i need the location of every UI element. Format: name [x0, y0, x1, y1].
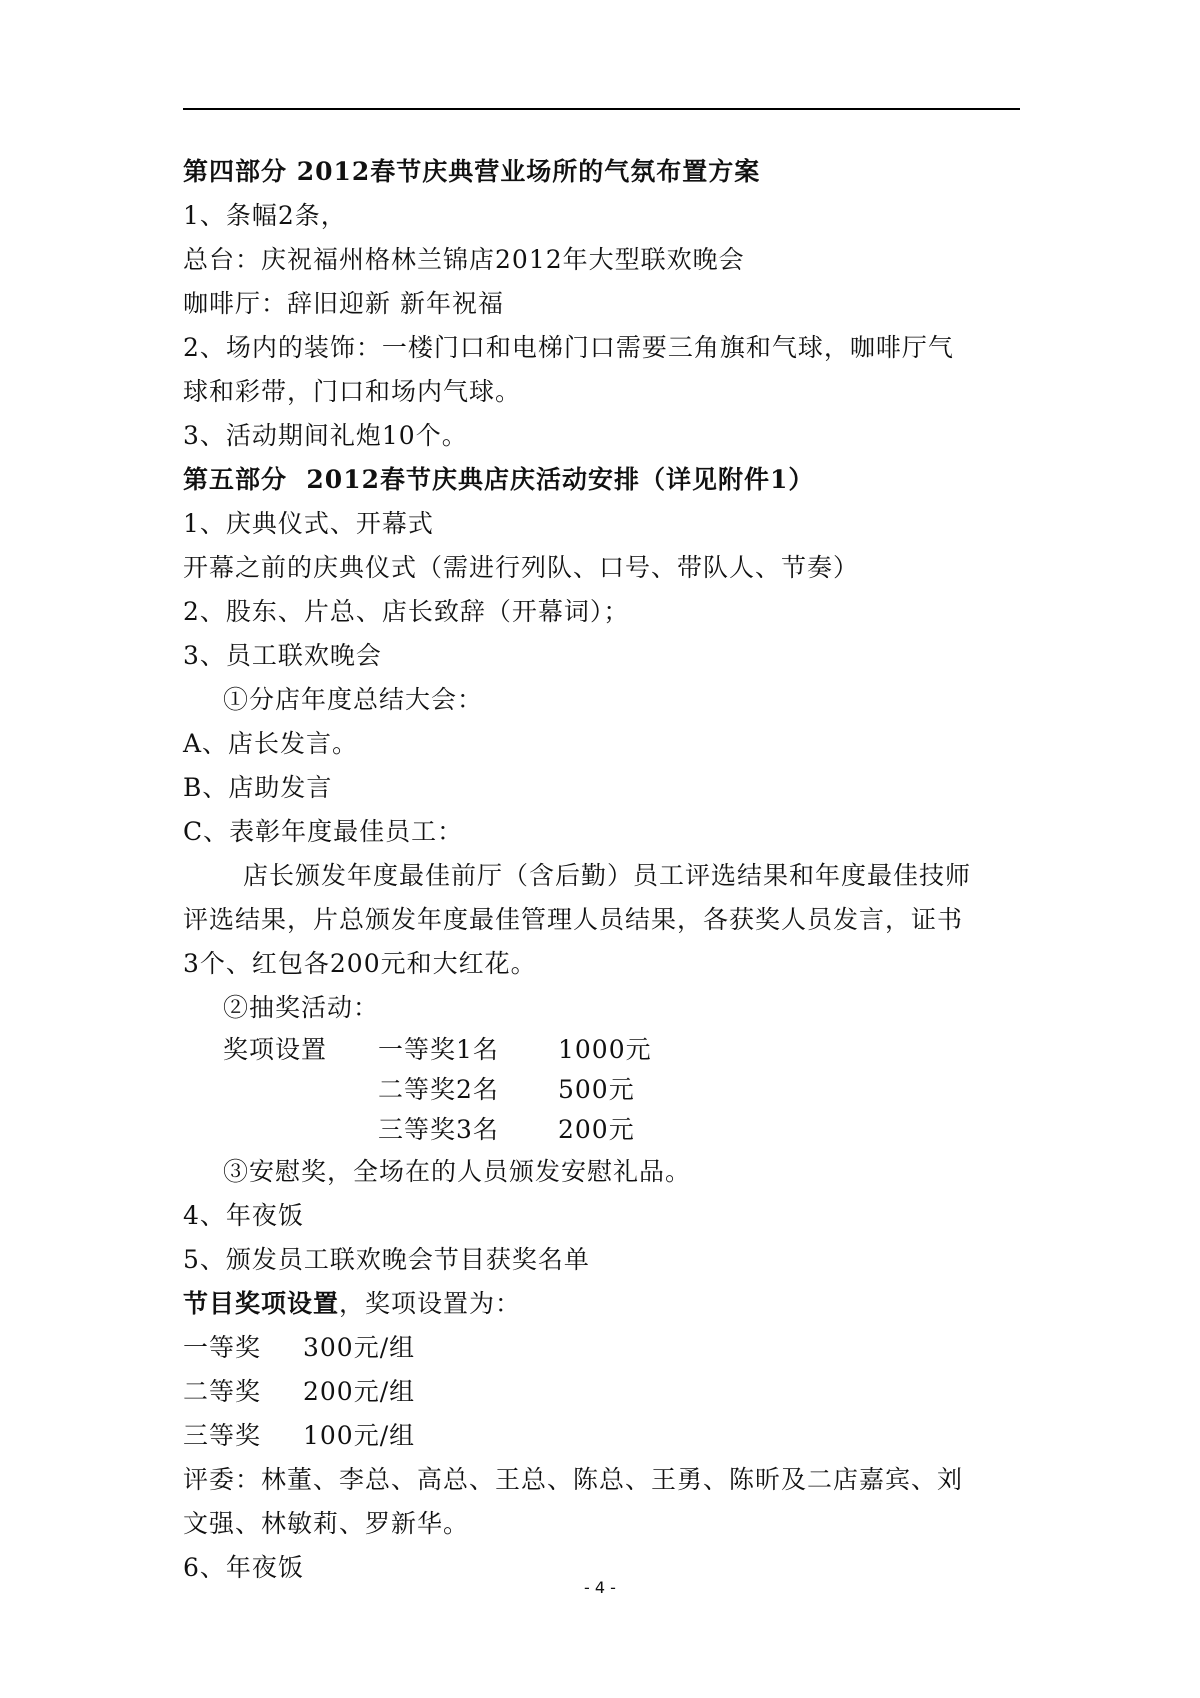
lottery-amount: 1000元 [558, 1035, 652, 1064]
program-award-rank: 一等奖 [183, 1333, 262, 1362]
program-awards-heading-bold: 节目奖项设置 [183, 1289, 340, 1318]
section5-item6: 6、年夜饭 [183, 1553, 304, 1582]
judges-line1: 评委：林董、李总、高总、王总、陈总、王勇、陈昕及二店嘉宾、刘 [183, 1465, 964, 1494]
header-rule [183, 108, 1020, 110]
section4-item1: 1、条幅2条， [183, 201, 347, 230]
lottery-rank: 三等奖3名 [378, 1115, 499, 1144]
document-body [183, 150, 1023, 1590]
section5-item1: 1、庆典仪式、开幕式 [183, 509, 434, 538]
section5-c: C、表彰年度最佳员工： [183, 817, 464, 846]
lottery-label: 奖项设置 [223, 1035, 328, 1064]
judges-line2: 文强、林敏莉、罗新华。 [183, 1509, 470, 1538]
lottery-row [183, 1070, 1023, 1110]
lottery-amount: 500元 [558, 1075, 635, 1104]
section5-item1-desc: 开幕之前的庆典仪式（需进行列队、口号、带队人、节奏） [183, 553, 860, 582]
section5-a: A、店长发言。 [183, 729, 359, 758]
lottery-amount: 200元 [558, 1115, 635, 1144]
section4-item2-line2: 球和彩带，门口和场内气球。 [183, 377, 522, 406]
section5-sub1: ①分店年度总结大会： [223, 685, 484, 714]
section4-zongtai: 总台：庆祝福州格林兰锦店2012年大型联欢晚会 [183, 245, 745, 274]
section5-item5: 5、颁发员工联欢晚会节目获奖名单 [183, 1245, 590, 1274]
program-awards-heading [183, 1282, 1023, 1326]
section5-item4: 4、年夜饭 [183, 1201, 304, 1230]
section5-title: 第五部分 2012春节庆典店庆活动安排（详见附件1） [183, 465, 815, 494]
program-award-rank: 二等奖 [183, 1377, 262, 1406]
page-number: - 4 - [584, 1578, 616, 1597]
section5-c-desc-line3: 3个、红包各200元和大红花。 [183, 949, 537, 978]
program-awards-heading-rest: ，奖项设置为： [339, 1289, 522, 1318]
program-award-row [183, 1414, 1023, 1458]
program-award-amount: 300元/组 [303, 1333, 416, 1362]
lottery-rank: 二等奖2名 [378, 1075, 499, 1104]
section4-item3: 3、活动期间礼炮10个。 [183, 421, 468, 450]
section5-b: B、店助发言 [183, 773, 333, 802]
section5-sub2: ②抽奖活动： [223, 993, 380, 1022]
section5-c-desc-line1: 店长颁发年度最佳前厅（含后勤）员工评选结果和年度最佳技师 [243, 861, 972, 890]
section4-item2-line1: 2、场内的装饰：一楼门口和电梯门口需要三角旗和气球，咖啡厅气 [183, 333, 954, 362]
section5-item2: 2、股东、片总、店长致辞（开幕词）； [183, 597, 630, 626]
program-award-rank: 三等奖 [183, 1421, 262, 1450]
section4-cafe: 咖啡厅：辞旧迎新 新年祝福 [183, 289, 504, 318]
lottery-rank: 一等奖1名 [378, 1035, 499, 1064]
program-award-amount: 100元/组 [303, 1421, 416, 1450]
program-award-row [183, 1326, 1023, 1370]
section5-item3: 3、员工联欢晚会 [183, 641, 382, 670]
program-award-row [183, 1370, 1023, 1414]
section5-sub3: ③安慰奖，全场在的人员颁发安慰礼品。 [223, 1157, 692, 1186]
lottery-row [183, 1110, 1023, 1150]
section5-c-desc-line2: 评选结果，片总颁发年度最佳管理人员结果，各获奖人员发言，证书 [183, 905, 964, 934]
lottery-row [183, 1030, 1023, 1070]
section4-title: 第四部分 2012春节庆典营业场所的气氛布置方案 [183, 157, 761, 186]
program-award-amount: 200元/组 [303, 1377, 416, 1406]
